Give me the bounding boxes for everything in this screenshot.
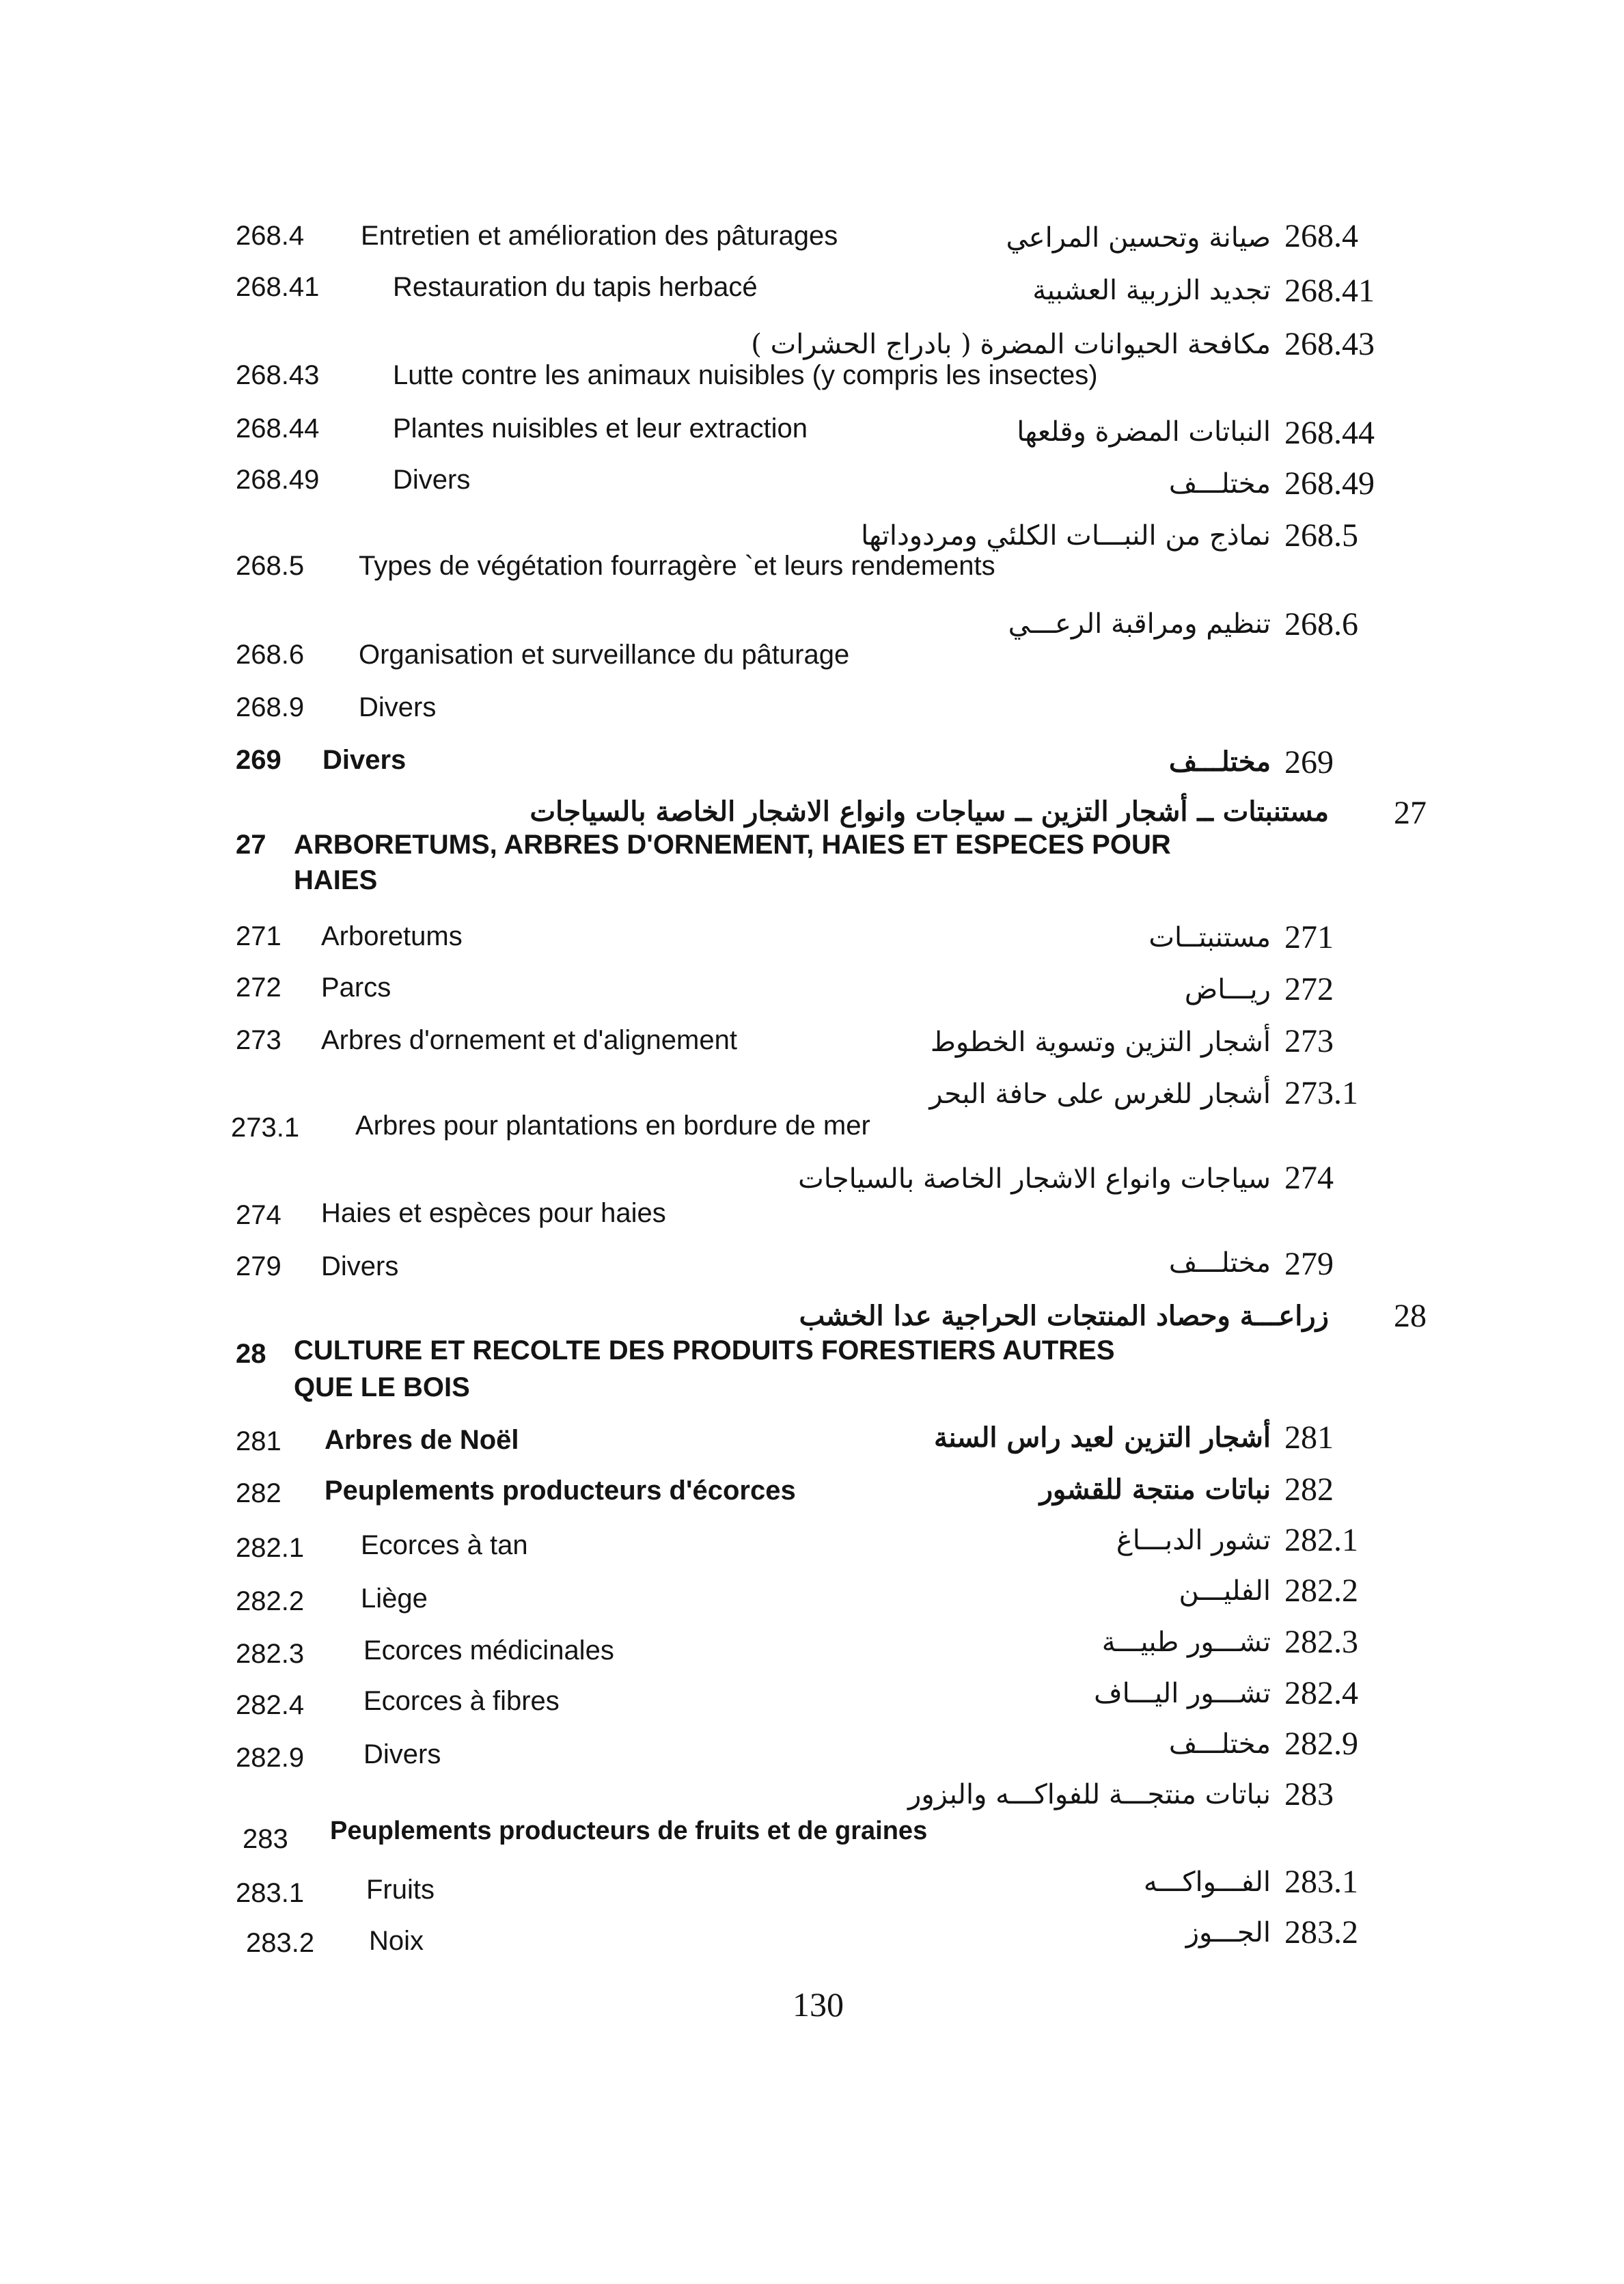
ar-number: 274 (1284, 1160, 1334, 1196)
fr-number: 283.2 (246, 1928, 315, 1958)
fr-label: Noix (369, 1926, 424, 1956)
fr-number: 282 (236, 1478, 281, 1508)
ar-number: 283.1 (1284, 1864, 1358, 1900)
fr-number: 279 (236, 1251, 281, 1281)
fr-number: 269 (236, 745, 281, 775)
fr-number: 268.49 (236, 465, 320, 495)
fr-label: Lutte contre les animaux nuisibles (y compris les insectes) (393, 360, 1098, 390)
ar-label: صيانة وتحسين المراعي (1006, 222, 1271, 254)
ar-number: 282.4 (1284, 1675, 1358, 1711)
fr-number: 273 (236, 1025, 281, 1055)
ar-label: الفليـــن (1179, 1575, 1271, 1607)
ar-label: مختلـــف (1168, 746, 1271, 778)
ar-label: تشـــور اليـــاف (1094, 1678, 1271, 1709)
ar-number: 268.6 (1284, 606, 1358, 642)
fr-label: Arbres pour plantations en bordure de mer (355, 1111, 870, 1141)
fr-label: Entretien et amélioration des pâturages (361, 221, 838, 251)
ar-label: أشجار التزين وتسوية الخطوط (930, 1027, 1271, 1058)
ar-number: 27 (1394, 795, 1427, 831)
ar-number: 279 (1284, 1246, 1334, 1282)
ar-label: أشجار للغرس على حافة البحر (929, 1078, 1271, 1110)
ar-label: النباتات المضرة وقلعها (1017, 416, 1271, 448)
fr-number: 282.2 (236, 1586, 305, 1616)
fr-label: Organisation et surveillance du pâturage (359, 640, 850, 670)
fr-number: 281 (236, 1426, 281, 1456)
fr-label: Fruits (366, 1875, 435, 1905)
ar-number: 272 (1284, 971, 1334, 1007)
ar-number: 281 (1284, 1419, 1334, 1456)
ar-label: تجديد الزربية العشبية (1032, 275, 1271, 306)
ar-number: 283 (1284, 1776, 1334, 1812)
ar-label: ريـــاض (1184, 974, 1271, 1005)
fr-label: Divers (363, 1739, 441, 1769)
fr-number: 268.6 (236, 640, 305, 670)
ar-label: الجـــوز (1185, 1917, 1271, 1948)
ar-label: مختلـــف (1168, 1247, 1271, 1279)
fr-label: Liège (361, 1583, 428, 1614)
ar-number: 282.3 (1284, 1624, 1358, 1660)
ar-label: نماذج من النبـــات الكلئي ومردوداتها (861, 520, 1271, 552)
fr-label: Parcs (321, 973, 391, 1003)
ar-label: تنظيم ومراقبة الرعـــي (1008, 608, 1271, 640)
ar-heading: زراعـــة وحصاد المنتجات الحراجية عدا الخشب (799, 1300, 1329, 1332)
fr-number: 268.44 (236, 413, 320, 444)
fr-label: Ecorces médicinales (363, 1635, 614, 1666)
ar-number: 268.4 (1284, 218, 1358, 254)
ar-label: مختلـــف (1168, 1728, 1271, 1760)
fr-number: 28 (236, 1339, 266, 1369)
fr-label: Peuplements producteurs de fruits et de graines (330, 1817, 928, 1845)
fr-number: 282.3 (236, 1639, 305, 1669)
fr-label: Divers (393, 465, 471, 495)
ar-label: مكافحة الحيوانات المضرة ( بادراج الحشرات ) (751, 329, 1271, 360)
fr-number: 268.43 (236, 360, 320, 390)
ar-label: نباتات منتجـــة للفواكـــه والبزور (908, 1779, 1271, 1810)
fr-label: Arbres de Noël (325, 1425, 519, 1455)
fr-heading: CULTURE ET RECOLTE DES PRODUITS FORESTIERS AUTRES (294, 1335, 1115, 1365)
ar-label: سياجات وانواع الاشجار الخاصة بالسياجات (798, 1163, 1271, 1195)
fr-label: Peuplements producteurs d'écorces (325, 1476, 796, 1506)
fr-label: Restauration du tapis herbacé (393, 272, 758, 302)
fr-number: 282.1 (236, 1533, 305, 1563)
fr-number: 273.1 (231, 1113, 300, 1143)
fr-label: Ecorces à fibres (363, 1686, 560, 1716)
fr-heading-line2: QUE LE BOIS (294, 1372, 470, 1402)
ar-number: 273 (1284, 1023, 1334, 1059)
ar-number: 282.2 (1284, 1573, 1358, 1609)
fr-label: Divers (322, 745, 407, 775)
ar-label: تشور الدبـــاغ (1116, 1525, 1271, 1556)
fr-label: Divers (321, 1251, 399, 1281)
ar-heading: مستنبتات ــ أشجار التزين ــ سياجات وانواع الاشجار الخاصة بالسياجات (529, 796, 1329, 828)
fr-number: 274 (236, 1200, 281, 1230)
fr-number: 271 (236, 921, 281, 951)
fr-number: 272 (236, 973, 281, 1003)
fr-number: 268.9 (236, 692, 305, 722)
ar-number: 268.49 (1284, 465, 1375, 502)
ar-number: 28 (1394, 1298, 1427, 1334)
ar-label: نباتات منتجة للقشور (1039, 1473, 1271, 1506)
fr-label: Arbres d'ornement et d'alignement (321, 1025, 737, 1055)
ar-number: 268.41 (1284, 273, 1375, 309)
ar-number: 269 (1284, 744, 1334, 780)
fr-number: 268.41 (236, 272, 320, 302)
ar-label: مختلـــف (1168, 468, 1271, 500)
ar-number: 273.1 (1284, 1075, 1358, 1111)
ar-number: 268.44 (1284, 415, 1375, 451)
ar-number: 282 (1284, 1471, 1334, 1508)
fr-label: Ecorces à tan (361, 1530, 528, 1560)
fr-number: 283.1 (236, 1878, 305, 1908)
fr-number: 268.5 (236, 551, 305, 581)
ar-number: 271 (1284, 919, 1334, 955)
ar-number: 268.43 (1284, 326, 1375, 362)
ar-number: 282.9 (1284, 1726, 1358, 1762)
fr-label: Arboretums (321, 921, 463, 951)
page-number: 130 (793, 1985, 844, 2024)
fr-label: Plantes nuisibles et leur extraction (393, 413, 808, 444)
fr-number: 268.4 (236, 221, 305, 251)
ar-label: تشـــور طبيـــة (1101, 1627, 1271, 1658)
fr-heading: ARBORETUMS, ARBRES D'ORNEMENT, HAIES ET ESPECES POUR (294, 830, 1171, 860)
ar-number: 282.1 (1284, 1522, 1358, 1558)
fr-label: Types de végétation fourragère `et leurs rendements (359, 551, 995, 581)
fr-number: 27 (236, 830, 266, 860)
fr-number: 282.9 (236, 1743, 305, 1773)
fr-number: 283 (243, 1824, 288, 1854)
fr-heading-line2: HAIES (294, 865, 378, 895)
ar-label: الفـــواكـــه (1143, 1866, 1271, 1898)
ar-number: 268.5 (1284, 517, 1358, 554)
fr-number: 282.4 (236, 1690, 305, 1720)
ar-label: أشجار التزين لعيد راس السنة (934, 1422, 1271, 1454)
fr-label: Haies et espèces pour haies (321, 1198, 666, 1228)
ar-number: 283.2 (1284, 1914, 1358, 1950)
ar-label: مستنبتــات (1148, 922, 1271, 953)
fr-label: Divers (359, 692, 437, 722)
